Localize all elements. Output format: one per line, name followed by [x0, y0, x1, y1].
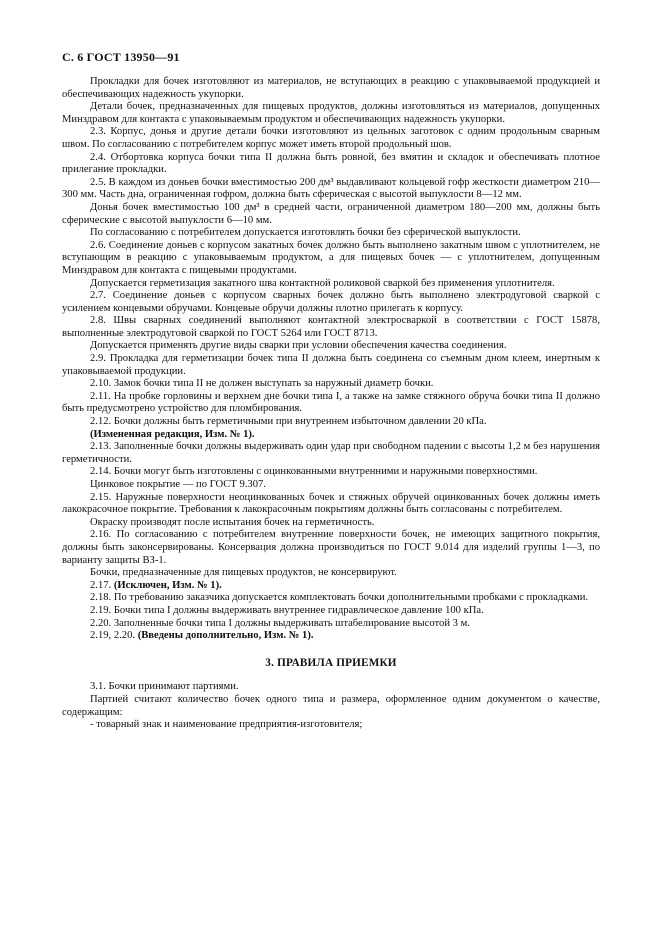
- paragraph-2-6: 2.6. Соединение доньев с корпусом закатных бочек должно быть выполнено закатным швом с уплотнителем, не вступающим в реакцию с упаковываемым продуктом, а для пищевых бочек — с уплотнителем, допущенным Минздравом для контакта с пищевыми продуктами.: [62, 239, 600, 276]
- paragraph-2-5: 2.5. В каждом из доньев бочки вместимостью 200 дм³ выдавливают кольцевой гофр жесткости диаметром 210—300 мм. Часть дна, ограниченная гофром, должна быть сферическая с высотой выпуклости 8—12 мм.: [62, 176, 600, 201]
- amendment-note: [62, 429, 600, 442]
- paragraph: Донья бочек вместимостью 100 дм³ в средней части, ограниченной диаметром 180—200 мм, должны быть сферические с высотой выпуклости 6—10 мм.: [62, 201, 600, 226]
- paragraph: Прокладки для бочек изготовляют из материалов, не вступающих в реакцию с упаковываемой продукцией и обеспечивающих надежность укупорки.: [62, 76, 600, 100]
- paragraph-2-15: 2.15. Наружные поверхности неоцинкованных бочек и стяжных обручей оцинкованных бочек должны иметь лакокрасочное покрытие. Требования к лакокрасочным покрытиям должны быть согласованы с потребителем.: [62, 491, 600, 516]
- paragraph-2-7: 2.7. Соединение доньев с корпусом сварных бочек должно быть выполнено электродуговой сваркой с усилением концевыми обручами. Концевые обручи должны плотно прилегать к корпусу.: [62, 290, 600, 314]
- amendment-bold: (Исключен, Изм. № 1).: [113, 579, 222, 591]
- paragraph-3-1: 3.1. Бочки принимают партиями.: [90, 681, 239, 693]
- paragraph-2-11: 2.11. На пробке горловины и верхнем дне бочки типа I, а также на замке стяжного обруча бочки типа II должно быть предусмотрено устройство для пломбирования.: [62, 390, 600, 415]
- page-header: С. 6 ГОСТ 13950—91: [62, 50, 180, 64]
- clause-number: 2.19, 2.20.: [90, 630, 136, 642]
- paragraph-2-9: 2.9. Прокладка для герметизации бочек типа II должна быть соединена со съемным дном клеем, инертным к упаковываемой продукции.: [62, 353, 600, 377]
- paragraph-2-19: 2.19. Бочки типа I должны выдерживать внутреннее гидравлическое давление 100 кПа.: [90, 604, 484, 616]
- paragraph-2-10: 2.10. Замок бочки типа II не должен выступать за наружный диаметр бочки.: [90, 378, 434, 390]
- paragraph-2-14: 2.14. Бочки могут быть изготовлены с оцинкованными внутренними и наружными поверхностями.: [90, 466, 538, 478]
- paragraph: Допускается применять другие виды сварки при условии обеспечения качества соединения.: [90, 340, 507, 352]
- amendment-bold: (Введены дополнительно, Изм. № 1).: [137, 630, 314, 642]
- paragraph: Бочки, предназначенные для пищевых продуктов, не консервируют.: [90, 567, 397, 579]
- paragraph: Детали бочек, предназначенных для пищевых продуктов, должны изготовляться из материалов, допущенных Минздравом для контакта с упаковываемым продуктом и обеспечивающих надежность укупорки.: [62, 101, 600, 125]
- paragraph-2-20: 2.20. Заполненные бочки типа I должны выдерживать штабелирование высотой 3 м.: [90, 617, 470, 629]
- paragraph-2-16: 2.16. По согласованию с потребителем внутренние поверхности бочек, не имеющих защитного покрытия, должны быть законсервированы. Консервация должна производиться по ГОСТ 9.014 для изделий группы 1—3, по варианту защиты ВЗ-1.: [62, 529, 600, 566]
- paragraph-2-13: 2.13. Заполненные бочки должны выдерживать один удар при свободном падении с высоты 1,2 м без нарушения герметичности.: [62, 441, 600, 465]
- paragraph: Окраску производят после испытания бочек на герметичность.: [90, 516, 375, 528]
- paragraph: Допускается герметизация закатного шва контактной роликовой сваркой без применения уплотнителя.: [90, 277, 555, 289]
- paragraph: Цинковое покрытие — по ГОСТ 9.307.: [90, 479, 266, 490]
- paragraph-2-4: 2.4. Отбортовка корпуса бочки типа II должна быть ровной, без вмятин и складок и обеспечивать плотное прилегание прокладки.: [62, 151, 600, 176]
- section-title: 3. ПРАВИЛА ПРИЕМКИ: [265, 656, 397, 669]
- paragraph-2-8: 2.8. Швы сварных соединений выполняют контактной электросваркой в соответствии с ГОСТ 15878, выполненные электродуговой сваркой по ГОСТ 5264 или ГОСТ 8713.: [62, 315, 600, 339]
- paragraph: Партией считают количество бочек одного типа и размера, оформленное одним документом о качестве, содержащим:: [62, 693, 600, 718]
- paragraph-2-12: 2.12. Бочки должны быть герметичными при внутреннем избыточном давлении 20 кПа.: [90, 416, 487, 428]
- paragraph-amendment: [62, 630, 600, 643]
- document-body: [62, 76, 600, 732]
- paragraph-2-17: [62, 580, 600, 593]
- list-item: - товарный знак и наименование предприятия-изготовителя;: [90, 719, 363, 731]
- clause-number: 2.17.: [90, 579, 112, 591]
- paragraph: По согласованию с потребителем допускается изготовлять бочки без сферической выпуклости.: [90, 227, 521, 239]
- amendment-bold: (Измененная редакция, Изм. № 1).: [90, 428, 255, 440]
- paragraph-2-3: 2.3. Корпус, донья и другие детали бочки изготовляют из цельных заготовок с одним продольным сварным швом. По согласованию с потребителем корпус может иметь второй продольный шов.: [62, 126, 600, 150]
- paragraph-2-18: 2.18. По требованию заказчика допускается комплектовать бочки дополнительными пробками с прокладками.: [90, 592, 589, 604]
